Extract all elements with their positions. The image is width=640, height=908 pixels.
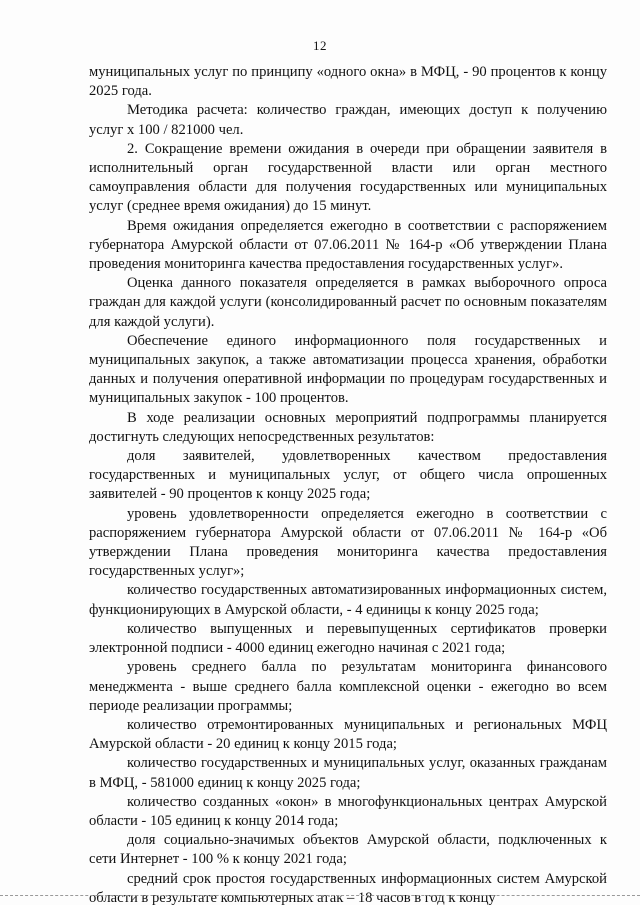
result-item: уровень среднего балла по результатам мониторинга финансового менеджмента - выше среднего балла комплексной оценки - ежегодно во всем периоде реализации программы; — [89, 659, 607, 714]
paragraph: Время ожидания определяется ежегодно в соответствии с распоряжением губернатора Амурской области от 07.06.2011 № 164-р «Об утверждении Плана проведения мониторинга качества предоставления государственных услуг». — [89, 217, 607, 273]
result-item: количество государственных автоматизированных информационных систем, функционирующих в Амурской области, - 4 единицы к концу 2025 года; — [89, 582, 607, 618]
document-body — [89, 63, 607, 908]
paragraph: Методика расчета: количество граждан, имеющих доступ к получению услуг х 100 / 821000 чел. — [89, 102, 607, 138]
paragraph: Оценка данного показателя определяется в рамках выборочного опроса граждан для каждой услуги (консолидированный расчет по основным показателям для каждой услуги). — [89, 275, 607, 330]
paragraph: муниципальных услуг по принципу «одного окна» в МФЦ, - 90 процентов к концу 2025 года. — [89, 64, 607, 100]
result-item: средний срок простоя государственных информационных систем Амурской области в результате компьютерных атак – 18 часов в год к концу — [89, 870, 607, 906]
result-item: количество государственных и муниципальных услуг, оказанных гражданам в МФЦ, - 581000 единиц к концу 2025 года; — [89, 755, 607, 791]
paragraph: 2. Сокращение времени ожидания в очереди при обращении заявителя в исполнительный орган государственной власти или орган местного самоуправления области для получения государственных или муниципальных услуг (среднее время ожидания) до 15 минут. — [89, 140, 607, 215]
result-item: уровень удовлетворенности определяется ежегодно в соответствии с распоряжением губернатора Амурской области от 07.06.2011 № 164-р «Об утверждении Плана проведения мониторинга качества предоставления государственных услуг»; — [89, 505, 607, 580]
result-item: количество выпущенных и перевыпущенных сертификатов проверки электронной подписи - 4000 единиц ежегодно начиная с 2021 года; — [89, 620, 607, 657]
page-number: 12 — [313, 38, 327, 53]
paragraph: В ходе реализации основных мероприятий подпрограммы планируется достигнуть следующих непосредственных результатов: — [89, 409, 607, 445]
result-item: количество созданных «окон» в многофункциональных центрах Амурской области - 105 единиц к концу 2014 года; — [89, 793, 607, 829]
paragraph: Обеспечение единого информационного поля государственных и муниципальных закупок, а также автоматизации процесса хранения, обработки данных и получения оперативной информации по процедурам государственных и муниципальных закупок - 100 процентов. — [89, 332, 607, 407]
bottom-edge-line — [0, 895, 640, 896]
result-item: доля заявителей, удовлетворенных качеством предоставления государственных и муниципальных услуг, от общего числа опрошенных заявителей - 90 процентов к концу 2025 года; — [89, 448, 607, 503]
result-item: количество отремонтированных муниципальных и региональных МФЦ Амурской области - 20 единиц к концу 2015 года; — [89, 716, 607, 753]
result-item: доля социально-значимых объектов Амурской области, подключенных к сети Интернет - 100 % к концу 2021 года; — [89, 832, 607, 868]
